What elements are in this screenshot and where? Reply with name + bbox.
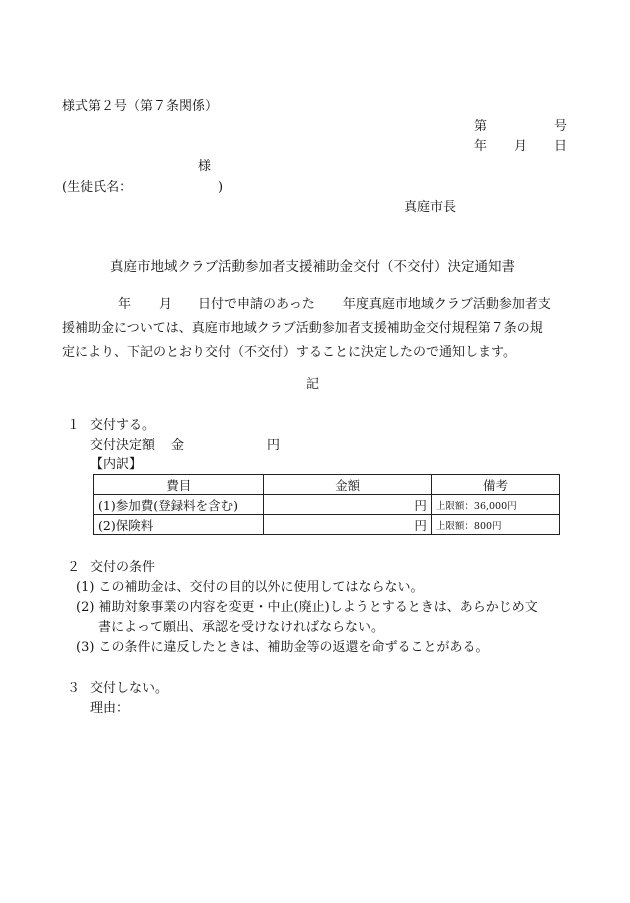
row-amount: 円 bbox=[264, 515, 431, 535]
doc-number-prefix: 第 bbox=[474, 119, 488, 134]
table-row bbox=[94, 495, 560, 515]
row-item: (2)保険料 bbox=[94, 515, 264, 535]
intro-fiscal-year: 年度真庭市地域クラブ活動参加者支 bbox=[342, 297, 551, 312]
intro-line-3: 定により、下記のとおり交付（不交付）することに決定したので通知します。 bbox=[62, 345, 516, 360]
condition-1: (1) この補助金は、交付の目的以外に使用してはならない。 bbox=[76, 580, 424, 595]
ki-heading: 記 bbox=[306, 377, 320, 392]
section1-title: 交付する。 bbox=[90, 418, 156, 433]
date-month: 月 bbox=[514, 139, 528, 154]
row-note: 上限額：800円 bbox=[431, 515, 559, 535]
section1-number: １ bbox=[67, 418, 81, 433]
section3-title: 交付しない。 bbox=[90, 681, 169, 696]
header-note: 備考 bbox=[431, 475, 559, 495]
row-item: (1)参加費(登録料を含む) bbox=[94, 495, 264, 515]
grant-amount-yen: 円 bbox=[267, 438, 281, 453]
grant-amount-label: 交付決定額 bbox=[90, 438, 156, 453]
form-number: 様式第２号（第７条関係） bbox=[62, 99, 219, 114]
student-name-open: (生徒氏名： bbox=[62, 180, 133, 195]
intro-line-2: 援補助金については、真庭市地域クラブ活動参加者支援補助金交付規程第７条の規 bbox=[62, 321, 543, 336]
table-header-row bbox=[94, 475, 560, 495]
intro-application-date: 日付で申請のあった bbox=[198, 297, 315, 312]
condition-2-continued: 書によって願出、承認を受けなければならない。 bbox=[98, 620, 385, 635]
condition-3: (3) この条件に違反したときは、補助金等の返還を命ずることがある。 bbox=[76, 640, 489, 655]
intro-line-1 bbox=[62, 293, 572, 317]
intro-year: 年 bbox=[118, 297, 132, 312]
date-day: 日 bbox=[554, 139, 568, 154]
reason-label: 理由： bbox=[90, 701, 130, 716]
row-amount: 円 bbox=[264, 495, 431, 515]
grant-amount-kin: 金 bbox=[171, 438, 185, 453]
header-amount: 金額 bbox=[264, 475, 431, 495]
section2-title: 交付の条件 bbox=[90, 560, 156, 575]
intro-month: 月 bbox=[159, 297, 173, 312]
date-year: 年 bbox=[474, 139, 488, 154]
section3-number: ３ bbox=[67, 681, 81, 696]
section2-number: ２ bbox=[67, 560, 81, 575]
addressee-sama: 様 bbox=[198, 159, 212, 174]
intro-paragraph bbox=[62, 293, 572, 365]
table-row bbox=[94, 515, 560, 535]
breakdown-label: 【内訳】 bbox=[90, 457, 143, 472]
header-item: 費目 bbox=[94, 475, 264, 495]
breakdown-table bbox=[93, 474, 560, 535]
condition-2: (2) 補助対象事業の内容を変更・中止(廃止)しようとするときは、あらかじめ文 bbox=[76, 600, 538, 615]
student-name-close: ) bbox=[218, 180, 224, 195]
issuer: 真庭市長 bbox=[404, 200, 457, 215]
document-title: 真庭市地域クラブ活動参加者支援補助金交付（不交付）決定通知書 bbox=[110, 259, 515, 275]
doc-number-suffix: 号 bbox=[554, 119, 568, 134]
row-note: 上限額：36,000円 bbox=[431, 495, 559, 515]
